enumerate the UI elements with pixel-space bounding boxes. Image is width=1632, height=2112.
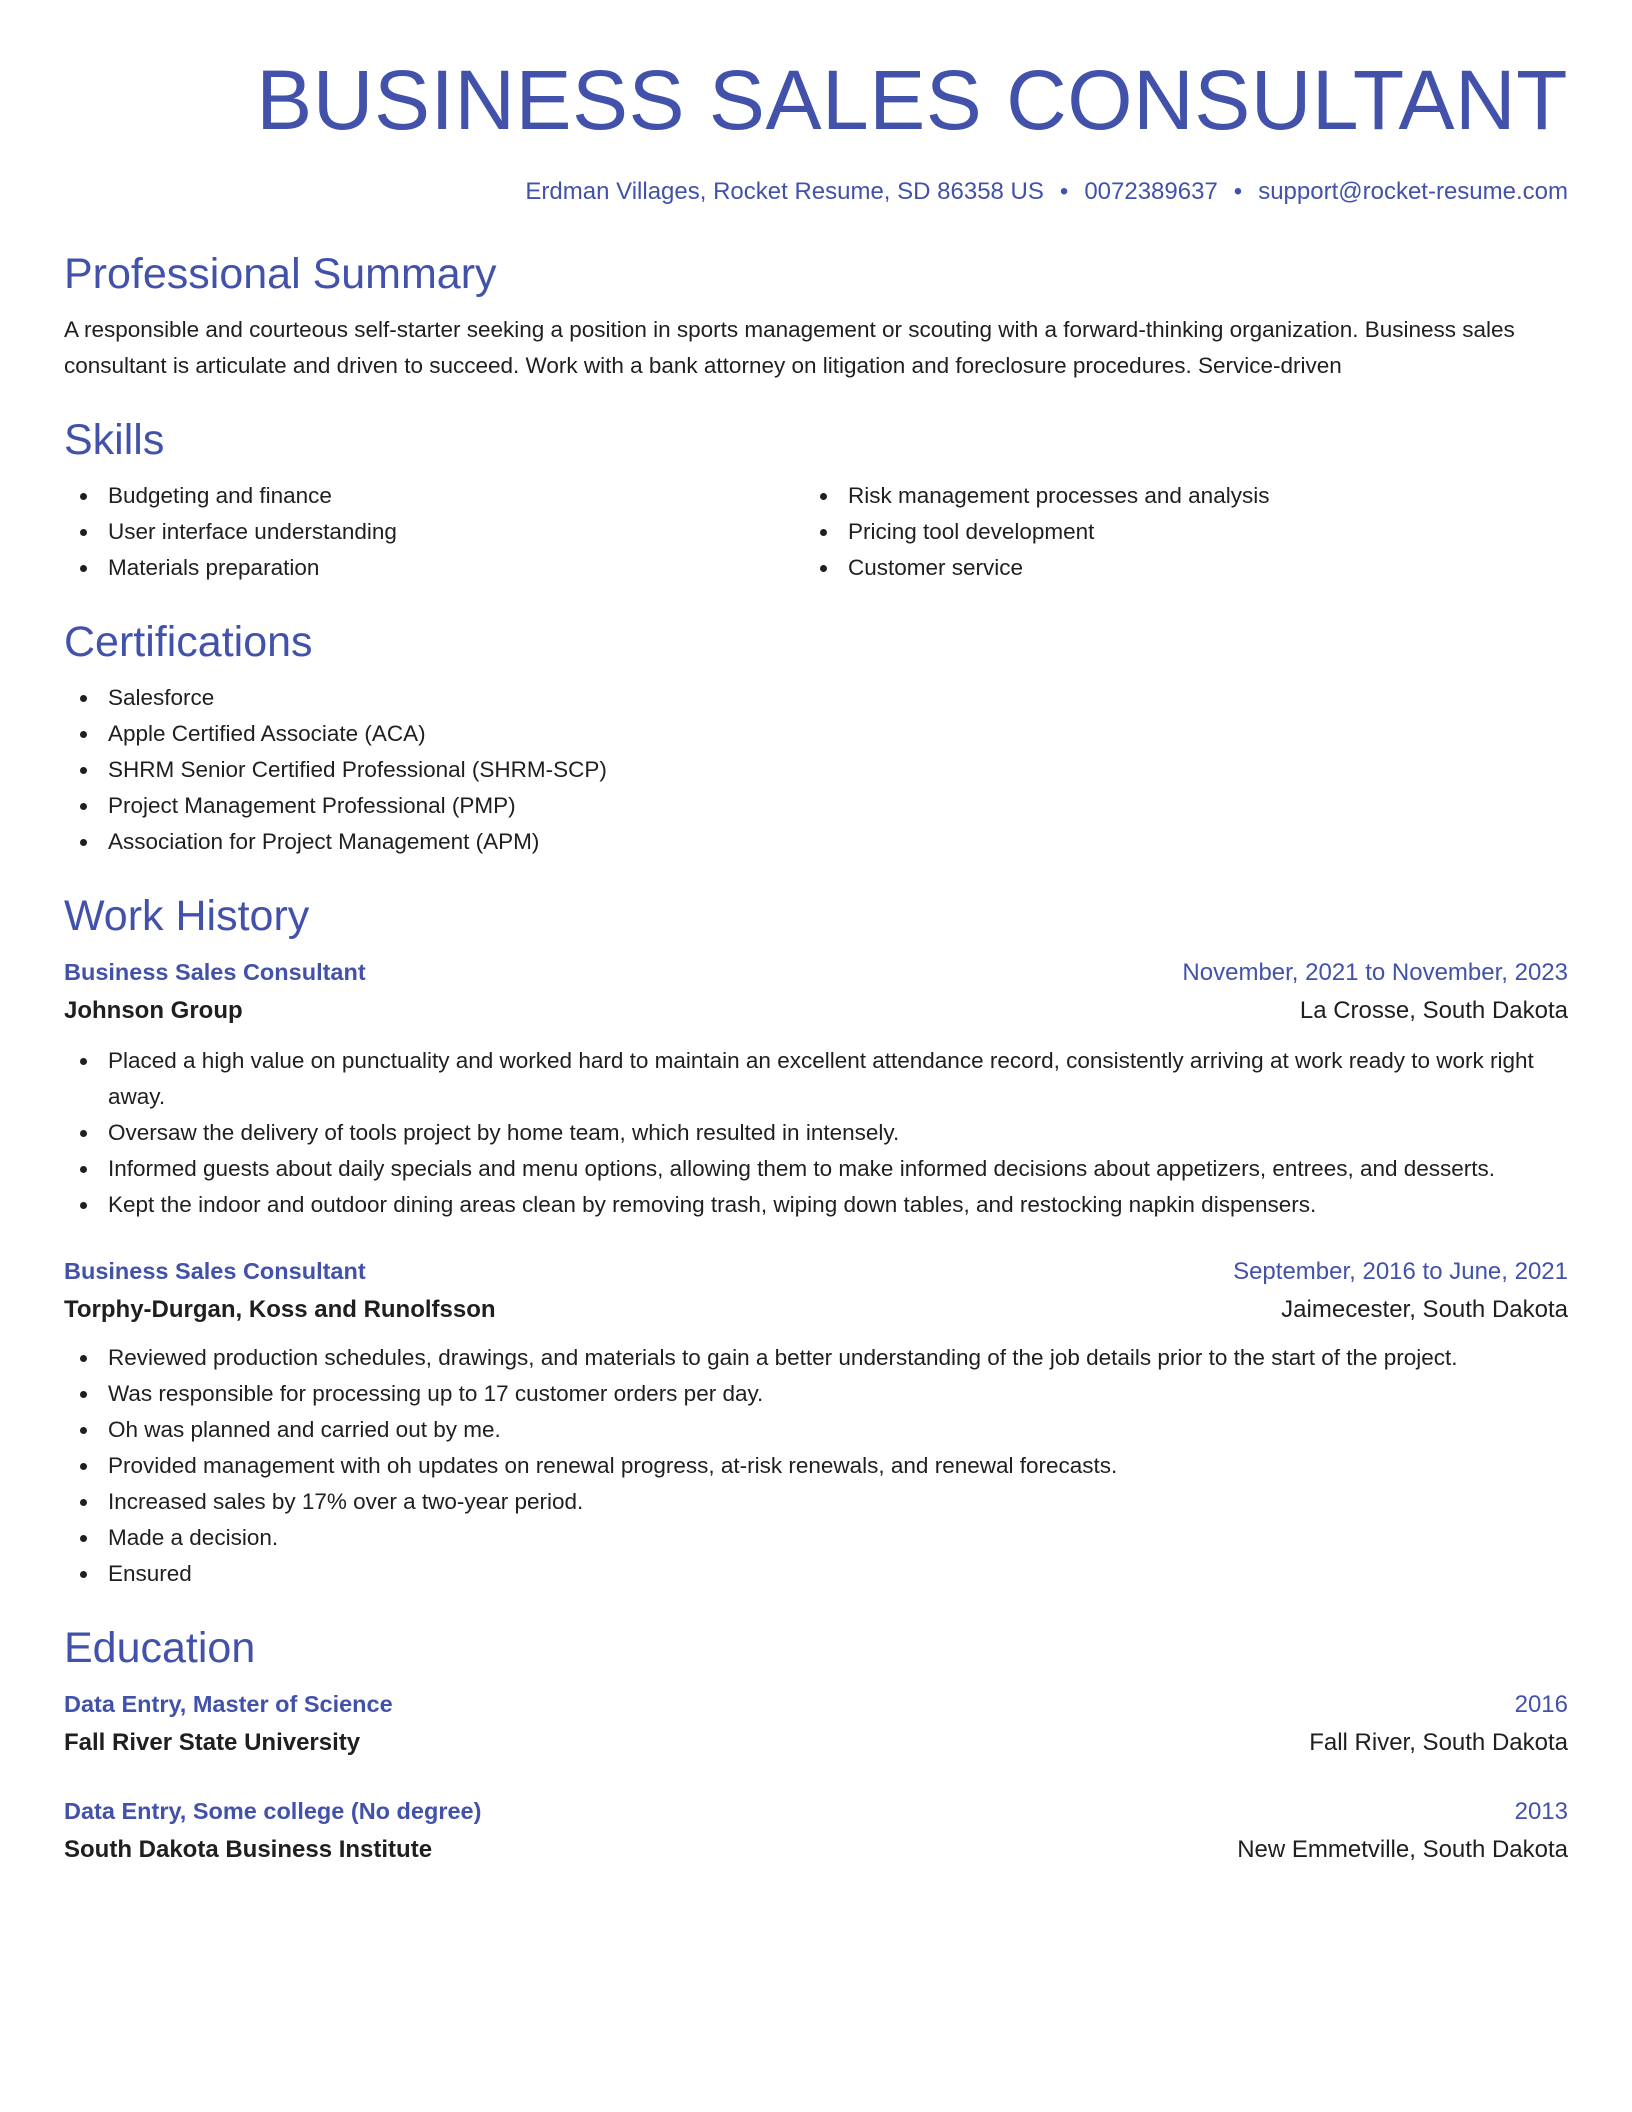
section-title-skills: Skills	[64, 416, 165, 464]
summary-section	[64, 248, 1568, 384]
contact-phone: 0072389637	[1084, 178, 1218, 205]
job-title: Business Sales Consultant	[64, 1258, 366, 1284]
certification-item: Apple Certified Associate (ACA)	[64, 716, 1568, 752]
job-company-row	[64, 1290, 1568, 1330]
work-history-section	[64, 890, 1568, 1592]
education-header-row	[64, 1793, 1568, 1830]
skills-column-left	[64, 478, 804, 586]
certification-item: Association for Project Management (APM)	[64, 824, 1568, 860]
education-degree: Data Entry, Some college (No degree)	[64, 1798, 482, 1824]
certifications-list	[64, 680, 1568, 860]
job-entry	[64, 954, 1568, 1223]
job-bullets	[64, 1043, 1568, 1223]
education-location: Fall River, South Dakota	[1309, 1729, 1568, 1756]
job-header-row	[64, 954, 1568, 991]
job-bullets	[64, 1340, 1568, 1592]
section-title-work-history: Work History	[64, 892, 310, 940]
education-school-row	[64, 1723, 1568, 1763]
job-bullet: Made a decision.	[64, 1520, 1568, 1556]
education-location: New Emmetville, South Dakota	[1237, 1836, 1568, 1863]
education-school: Fall River State University	[64, 1729, 361, 1756]
skills-list-right	[804, 478, 1544, 586]
education-degree: Data Entry, Master of Science	[64, 1691, 393, 1717]
contact-line	[64, 176, 1568, 208]
job-bullet: Provided management with oh updates on renewal progress, at-risk renewals, and renewal forecasts.	[64, 1448, 1568, 1484]
job-bullet: Kept the indoor and outdoor dining areas clean by removing trash, wiping down tables, and restocking napkin dispensers.	[64, 1187, 1568, 1223]
job-dates: September, 2016 to June, 2021	[1233, 1258, 1568, 1285]
education-year: 2013	[1514, 1798, 1568, 1825]
skills-section	[64, 414, 1568, 586]
contact-separator: •	[1233, 178, 1243, 205]
education-section	[64, 1622, 1568, 1870]
job-company: Johnson Group	[64, 997, 243, 1024]
contact-address: Erdman Villages, Rocket Resume, SD 86358 US	[525, 178, 1044, 205]
education-entry	[64, 1686, 1568, 1763]
certification-item: Salesforce	[64, 680, 1568, 716]
job-title: Business Sales Consultant	[64, 959, 366, 985]
skills-list-left	[64, 478, 804, 586]
skill-item: Materials preparation	[64, 550, 804, 586]
job-bullet: Ensured	[64, 1556, 1568, 1592]
contact-separator: •	[1059, 178, 1069, 205]
job-bullet: Reviewed production schedules, drawings, and materials to gain a better understanding of the job details prior to the start of the project.	[64, 1340, 1568, 1376]
job-bullet: Oversaw the delivery of tools project by home team, which resulted in intensely.	[64, 1115, 1568, 1151]
skill-item: User interface understanding	[64, 514, 804, 550]
education-school: South Dakota Business Institute	[64, 1836, 433, 1863]
job-company: Torphy-Durgan, Koss and Runolfsson	[64, 1296, 496, 1323]
resume-header	[64, 50, 1568, 208]
certifications-section	[64, 616, 1568, 860]
job-entry	[64, 1253, 1568, 1592]
education-school-row	[64, 1830, 1568, 1870]
certification-item: SHRM Senior Certified Professional (SHRM-SCP)	[64, 752, 1568, 788]
skills-column-right	[804, 478, 1544, 586]
skill-item: Risk management processes and analysis	[804, 478, 1544, 514]
education-entry	[64, 1793, 1568, 1870]
job-bullet: Increased sales by 17% over a two-year period.	[64, 1484, 1568, 1520]
skill-item: Budgeting and finance	[64, 478, 804, 514]
job-company-row	[64, 991, 1568, 1031]
job-location: Jaimecester, South Dakota	[1281, 1296, 1568, 1323]
section-title-certifications: Certifications	[64, 618, 313, 666]
job-bullet: Was responsible for processing up to 17 customer orders per day.	[64, 1376, 1568, 1412]
job-bullet: Informed guests about daily specials and menu options, allowing them to make informed decisions about appetizers, entrees, and desserts.	[64, 1151, 1568, 1187]
job-location: La Crosse, South Dakota	[1299, 997, 1568, 1024]
job-bullet: Oh was planned and carried out by me.	[64, 1412, 1568, 1448]
certification-item: Project Management Professional (PMP)	[64, 788, 1568, 824]
skills-grid	[64, 478, 1568, 586]
contact-email: support@rocket-resume.com	[1258, 178, 1568, 205]
job-bullet: Placed a high value on punctuality and worked hard to maintain an excellent attendance record, consistently arriving at work ready to work right away.	[64, 1043, 1568, 1115]
job-header-row	[64, 1253, 1568, 1290]
summary-text: A responsible and courteous self-starter seeking a position in sports management or scouting with a forward-thinking organization. Business sales consultant is articulate and driven to succeed. Work with a bank attorney on litigation and foreclosure procedures. Service-driven	[64, 317, 1515, 378]
section-title-summary: Professional Summary	[64, 250, 497, 298]
education-header-row	[64, 1686, 1568, 1723]
job-dates: November, 2021 to November, 2023	[1182, 959, 1568, 986]
section-title-education: Education	[64, 1624, 256, 1672]
candidate-title: BUSINESS SALES CONSULTANT	[256, 53, 1568, 147]
skill-item: Customer service	[804, 550, 1544, 586]
education-year: 2016	[1514, 1691, 1568, 1718]
skill-item: Pricing tool development	[804, 514, 1544, 550]
